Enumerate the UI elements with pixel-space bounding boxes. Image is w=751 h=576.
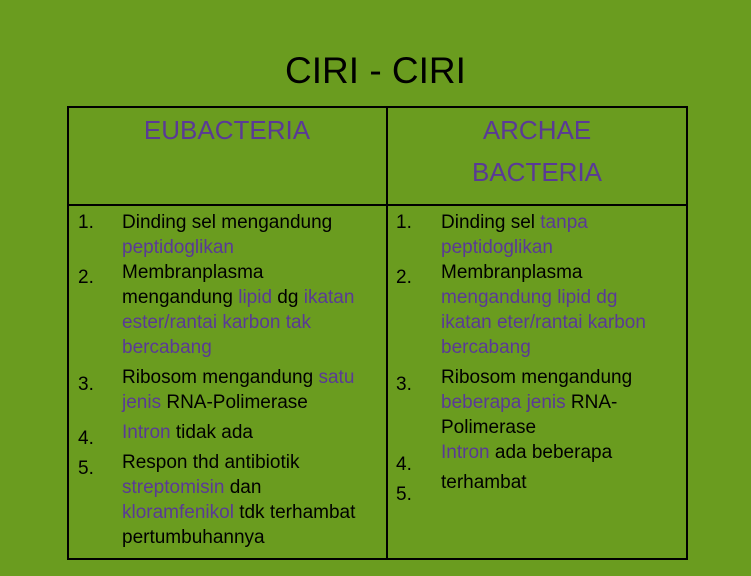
- eu-number-2: 2.: [78, 267, 94, 288]
- ar-item4-line1: Intron ada beberapa: [441, 442, 613, 463]
- ar-item2-line3: ikatan eter/rantai karbon: [441, 312, 646, 333]
- table-top-border: [67, 106, 688, 108]
- ar-item3-line2: beberapa jenis RNA-: [441, 392, 618, 413]
- slide-title: CIRI - CIRI: [285, 50, 466, 91]
- header-archae-line2: BACTERIA: [471, 157, 603, 187]
- ar-number-4: 4.: [396, 454, 412, 475]
- eu-item3-line2: jenis RNA-Polimerase: [122, 392, 308, 413]
- eu-number-1: 1.: [78, 212, 94, 233]
- ar-item3-line3: Polimerase: [441, 417, 537, 438]
- eu-item5-line1: Respon thd antibiotik: [122, 452, 300, 473]
- ar-number-5: 5.: [396, 484, 412, 505]
- eu-item1-line2: peptidoglikan: [122, 237, 234, 258]
- ar-item2-line4: bercabang: [441, 337, 531, 358]
- ar-number-1: 1.: [396, 212, 412, 233]
- eu-item5-line2: streptomisin dan: [122, 477, 262, 498]
- ar-item3-line1: Ribosom mengandung: [441, 367, 633, 388]
- eu-item1-line1: Dinding sel mengandung: [122, 212, 333, 233]
- eu-item2-line2: mengandung lipid dg ikatan: [122, 287, 355, 308]
- ar-item1-line2: peptidoglikan: [441, 237, 553, 258]
- eu-item3-line1: Ribosom mengandung satu: [122, 367, 355, 388]
- ar-item5-line1: terhambat: [441, 472, 527, 493]
- archae-list: [441, 210, 685, 495]
- header-archae-line1: ARCHAE: [482, 115, 592, 145]
- header-divider: [67, 204, 688, 206]
- ar-number-3: 3.: [396, 374, 412, 395]
- eu-number-3: 3.: [78, 374, 94, 395]
- eu-item5-line4: pertumbuhannya: [122, 527, 265, 548]
- eubacteria-list: [122, 210, 384, 550]
- ar-number-2: 2.: [396, 267, 412, 288]
- eu-number-4: 4.: [78, 428, 94, 449]
- ar-item1-line1: Dinding sel tanpa: [441, 212, 588, 233]
- table-left-border: [67, 106, 69, 560]
- table-bottom-border: [67, 558, 688, 560]
- ar-item2-line2: mengandung lipid dg: [441, 287, 618, 308]
- ar-item2-line1: Membranplasma: [441, 262, 583, 283]
- eu-item2-line4: bercabang: [122, 337, 212, 358]
- eu-item2-line1: Membranplasma: [122, 262, 264, 283]
- eu-item4-line1: Intron tidak ada: [122, 422, 253, 443]
- header-eubacteria: EUBACTERIA: [143, 115, 311, 145]
- eu-number-5: 5.: [78, 458, 94, 479]
- eu-item5-line3: kloramfenikol tdk terhambat: [122, 502, 356, 523]
- table-right-border: [686, 106, 688, 560]
- eu-item2-line3: ester/rantai karbon tak: [122, 312, 312, 333]
